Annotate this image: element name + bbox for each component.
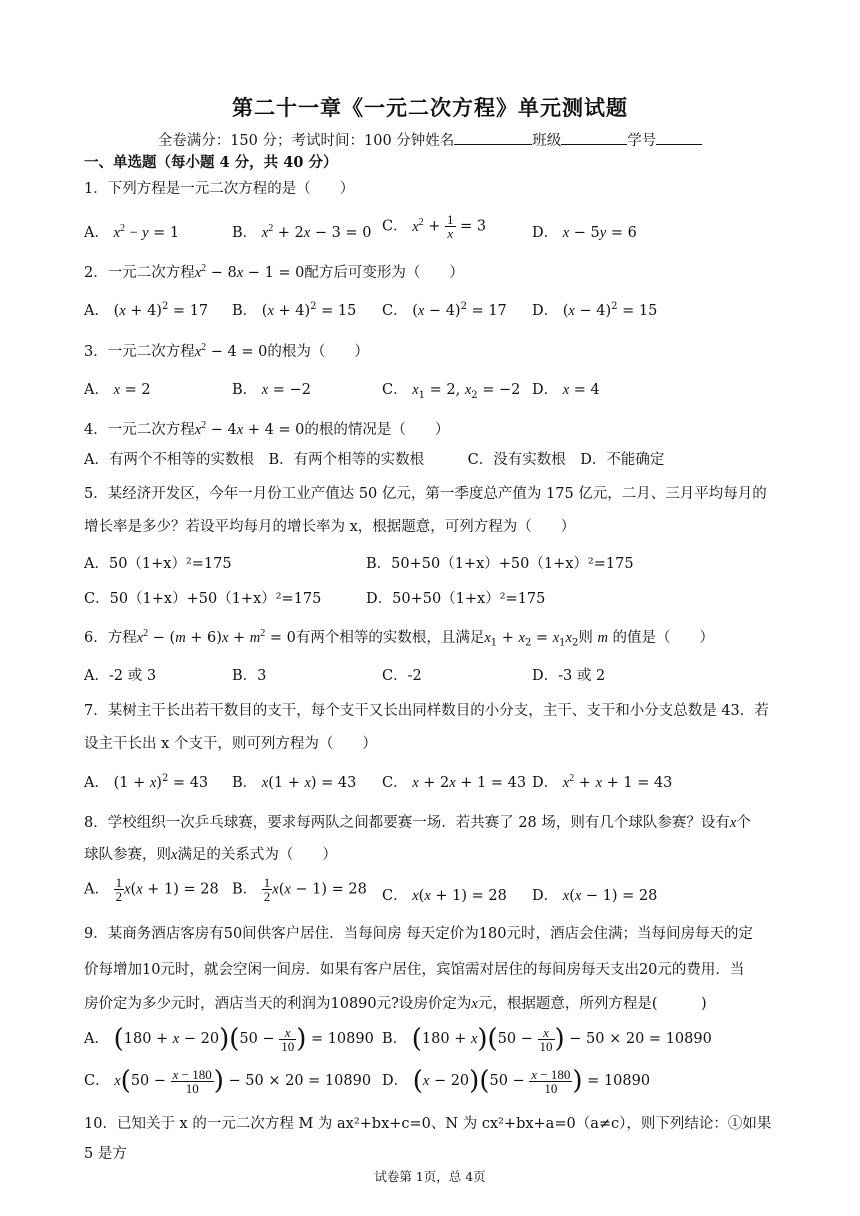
class-blank[interactable] [561, 130, 627, 145]
q8-option-d[interactable]: D． x(x − 1) = 28 [532, 888, 658, 904]
q5-option-b[interactable]: B．50+50（1+x）+50（1+x）²=175 [366, 556, 634, 572]
id-blank[interactable] [656, 130, 702, 145]
question-2: 2．一元二次方程$x^2 - 8x - 1 = 0$配方后可变形为（ ） [84, 263, 464, 281]
question-4: 4．一元二次方程$x^2 - 4x + 4 = 0$的根的情况是（ ） [84, 420, 450, 438]
q9-option-d[interactable]: D． (x − 20)(50 − $\frac{x - 180}{10}$ ) = 10890 [382, 1066, 651, 1096]
q3-option-a[interactable]: A． x = 2 [84, 382, 151, 398]
q8-option-b[interactable]: B． $\frac{1}{2}$ x(x − 1) = 28 [232, 875, 367, 904]
q8-option-a[interactable]: A． $\frac{1}{2}$ x(x + 1) = 28 [84, 875, 219, 904]
q8-option-c[interactable]: C． x(x + 1) = 28 [382, 888, 507, 904]
q5-option-c[interactable]: C．50（1+x）+50（1+x）²=175 [84, 591, 322, 607]
id-label: 学号 [627, 133, 657, 149]
q5-option-a[interactable]: A．50（1+x）²=175 [84, 556, 232, 572]
q2-option-a[interactable]: A． $(x + 4)^2 = 17$ [84, 301, 209, 319]
q6-option-b[interactable]: B．3 [232, 668, 267, 684]
question-9-line1: 9．某商务酒店客房有50间供客户居住．当每间房 每天定价为180元时，酒店会住满；当每间房每天的定 [84, 926, 753, 942]
q4-options[interactable]: A．有两个不相等的实数根 B．有两个相等的实数根 C．没有实数根 D．不能确定 [84, 452, 665, 468]
q2-option-d[interactable]: D． $(x - 4)^2 = 15$ [532, 301, 658, 319]
q7-option-d[interactable]: D． $x^2 + x + 1 = 43$ [532, 773, 673, 791]
question-8-line2: 球队参赛，则x满足的关系式为（ ） [84, 847, 337, 863]
q6-option-a[interactable]: A．-2 或 3 [84, 668, 157, 684]
section-heading: 一、单选题（每小题 4 分，共 40 分） [84, 154, 338, 171]
question-10-line1: 10．已知关于 x 的一元二次方程 M 为 ax²+bx+c=0、N 为 cx²+bx+a=0（a≠c），则下列结论：①如果 5 是方 [84, 1116, 772, 1162]
q6-option-d[interactable]: D．-3 或 2 [532, 668, 606, 684]
page-footer: 试卷第 1页，总 4页 [374, 1169, 486, 1184]
question-5-line1: 5．某经济开发区，今年一月份工业产值达 50 亿元，第一季度总产值为 175 亿元，二月、三月平均每月的 [84, 486, 767, 502]
q2-option-b[interactable]: B． $(x + 4)^2 = 15$ [232, 301, 357, 319]
q2-option-c[interactable]: C． $(x - 4)^2 = 17$ [382, 301, 507, 319]
question-6: 6．方程$x^2 - (m + 6)x + m^2 = 0$有两个相等的实数根，且满足$x_1 + x_2 = x_1x_2$则 m 的值是（ ） [84, 628, 715, 649]
q9-option-c[interactable]: C． x(50 − $\frac{x - 180}{10}$ ) − 50 × 20 = 10890 [84, 1066, 372, 1096]
question-7-line1: 7．某树主干长出若干数目的支干，每个支干又长出同样数目的小分支，主干、支干和小分支总数是 43．若 [84, 703, 769, 719]
q1-option-d[interactable]: D． x − 5y = 6 [532, 225, 637, 241]
q3-option-c[interactable]: C． $x_1 = 2$, $x_2 = -2$ [382, 382, 521, 401]
q9-option-a[interactable]: A． (180 + x − 20)(50 − $\frac{x}{10}$ ) = 10890 [84, 1024, 374, 1054]
exam-title: 第二十一章《一元二次方程》单元测试题 [232, 95, 628, 120]
q7-option-a[interactable]: A． $(1 + x)^2 = 43$ [84, 773, 209, 791]
meta-prefix: 全卷满分：150 分；考试时间：100 分钟姓名 [157, 133, 455, 149]
q1-option-c[interactable]: C． $x^2$ + $\frac{1}{x}$ = 3 [382, 212, 487, 241]
question-8-line1: 8．学校组织一次乒乓球赛，要求每两队之间都要赛一场．若共赛了 28 场，则有几个球队参赛？设有x个 [84, 815, 751, 831]
question-5-line2: 增长率是多少？若设平均每月的增长率为 x，根据题意，可列方程为（ ） [84, 519, 576, 535]
q5-option-d[interactable]: D．50+50（1+x）²=175 [366, 591, 546, 607]
q1-option-a[interactable]: A． $x^2 - y = 1$ [84, 223, 180, 241]
exam-meta [0, 129, 860, 150]
q7-option-c[interactable]: C． x + 2x + 1 = 43 [382, 775, 527, 791]
q6-option-c[interactable]: C．-2 [382, 668, 422, 684]
question-9-line2: 价每增加10元时，就会空闲一间房．如果有客户居住，宾馆需对居住的每间房每天支出20元的费用．当 [84, 962, 745, 978]
question-9-line3: 房价定为多少元时，酒店当天的利润为10890元?设房价定为x元，根据题意，所列方程是( ) [84, 996, 707, 1012]
q1-option-b[interactable]: B． $x^2 + 2x - 3 = 0$ [232, 223, 372, 241]
class-label: 班级 [532, 133, 562, 149]
question-1: 1．下列方程是一元二次方程的是（ ） [84, 181, 355, 197]
question-7-line2: 设主干长出 x 个支干，则可列方程为（ ） [84, 736, 377, 752]
q7-option-b[interactable]: B． x(1 + x) = 43 [232, 775, 357, 791]
q3-option-d[interactable]: D． x = 4 [532, 382, 600, 398]
name-blank[interactable] [454, 130, 532, 145]
q9-option-b[interactable]: B． (180 + x)(50 − $\frac{x}{10}$ ) − 50 × 20 = 10890 [382, 1024, 712, 1054]
question-3: 3．一元二次方程$x^2 - 4 = 0$的根为（ ） [84, 342, 369, 360]
q3-option-b[interactable]: B． x = −2 [232, 382, 311, 398]
